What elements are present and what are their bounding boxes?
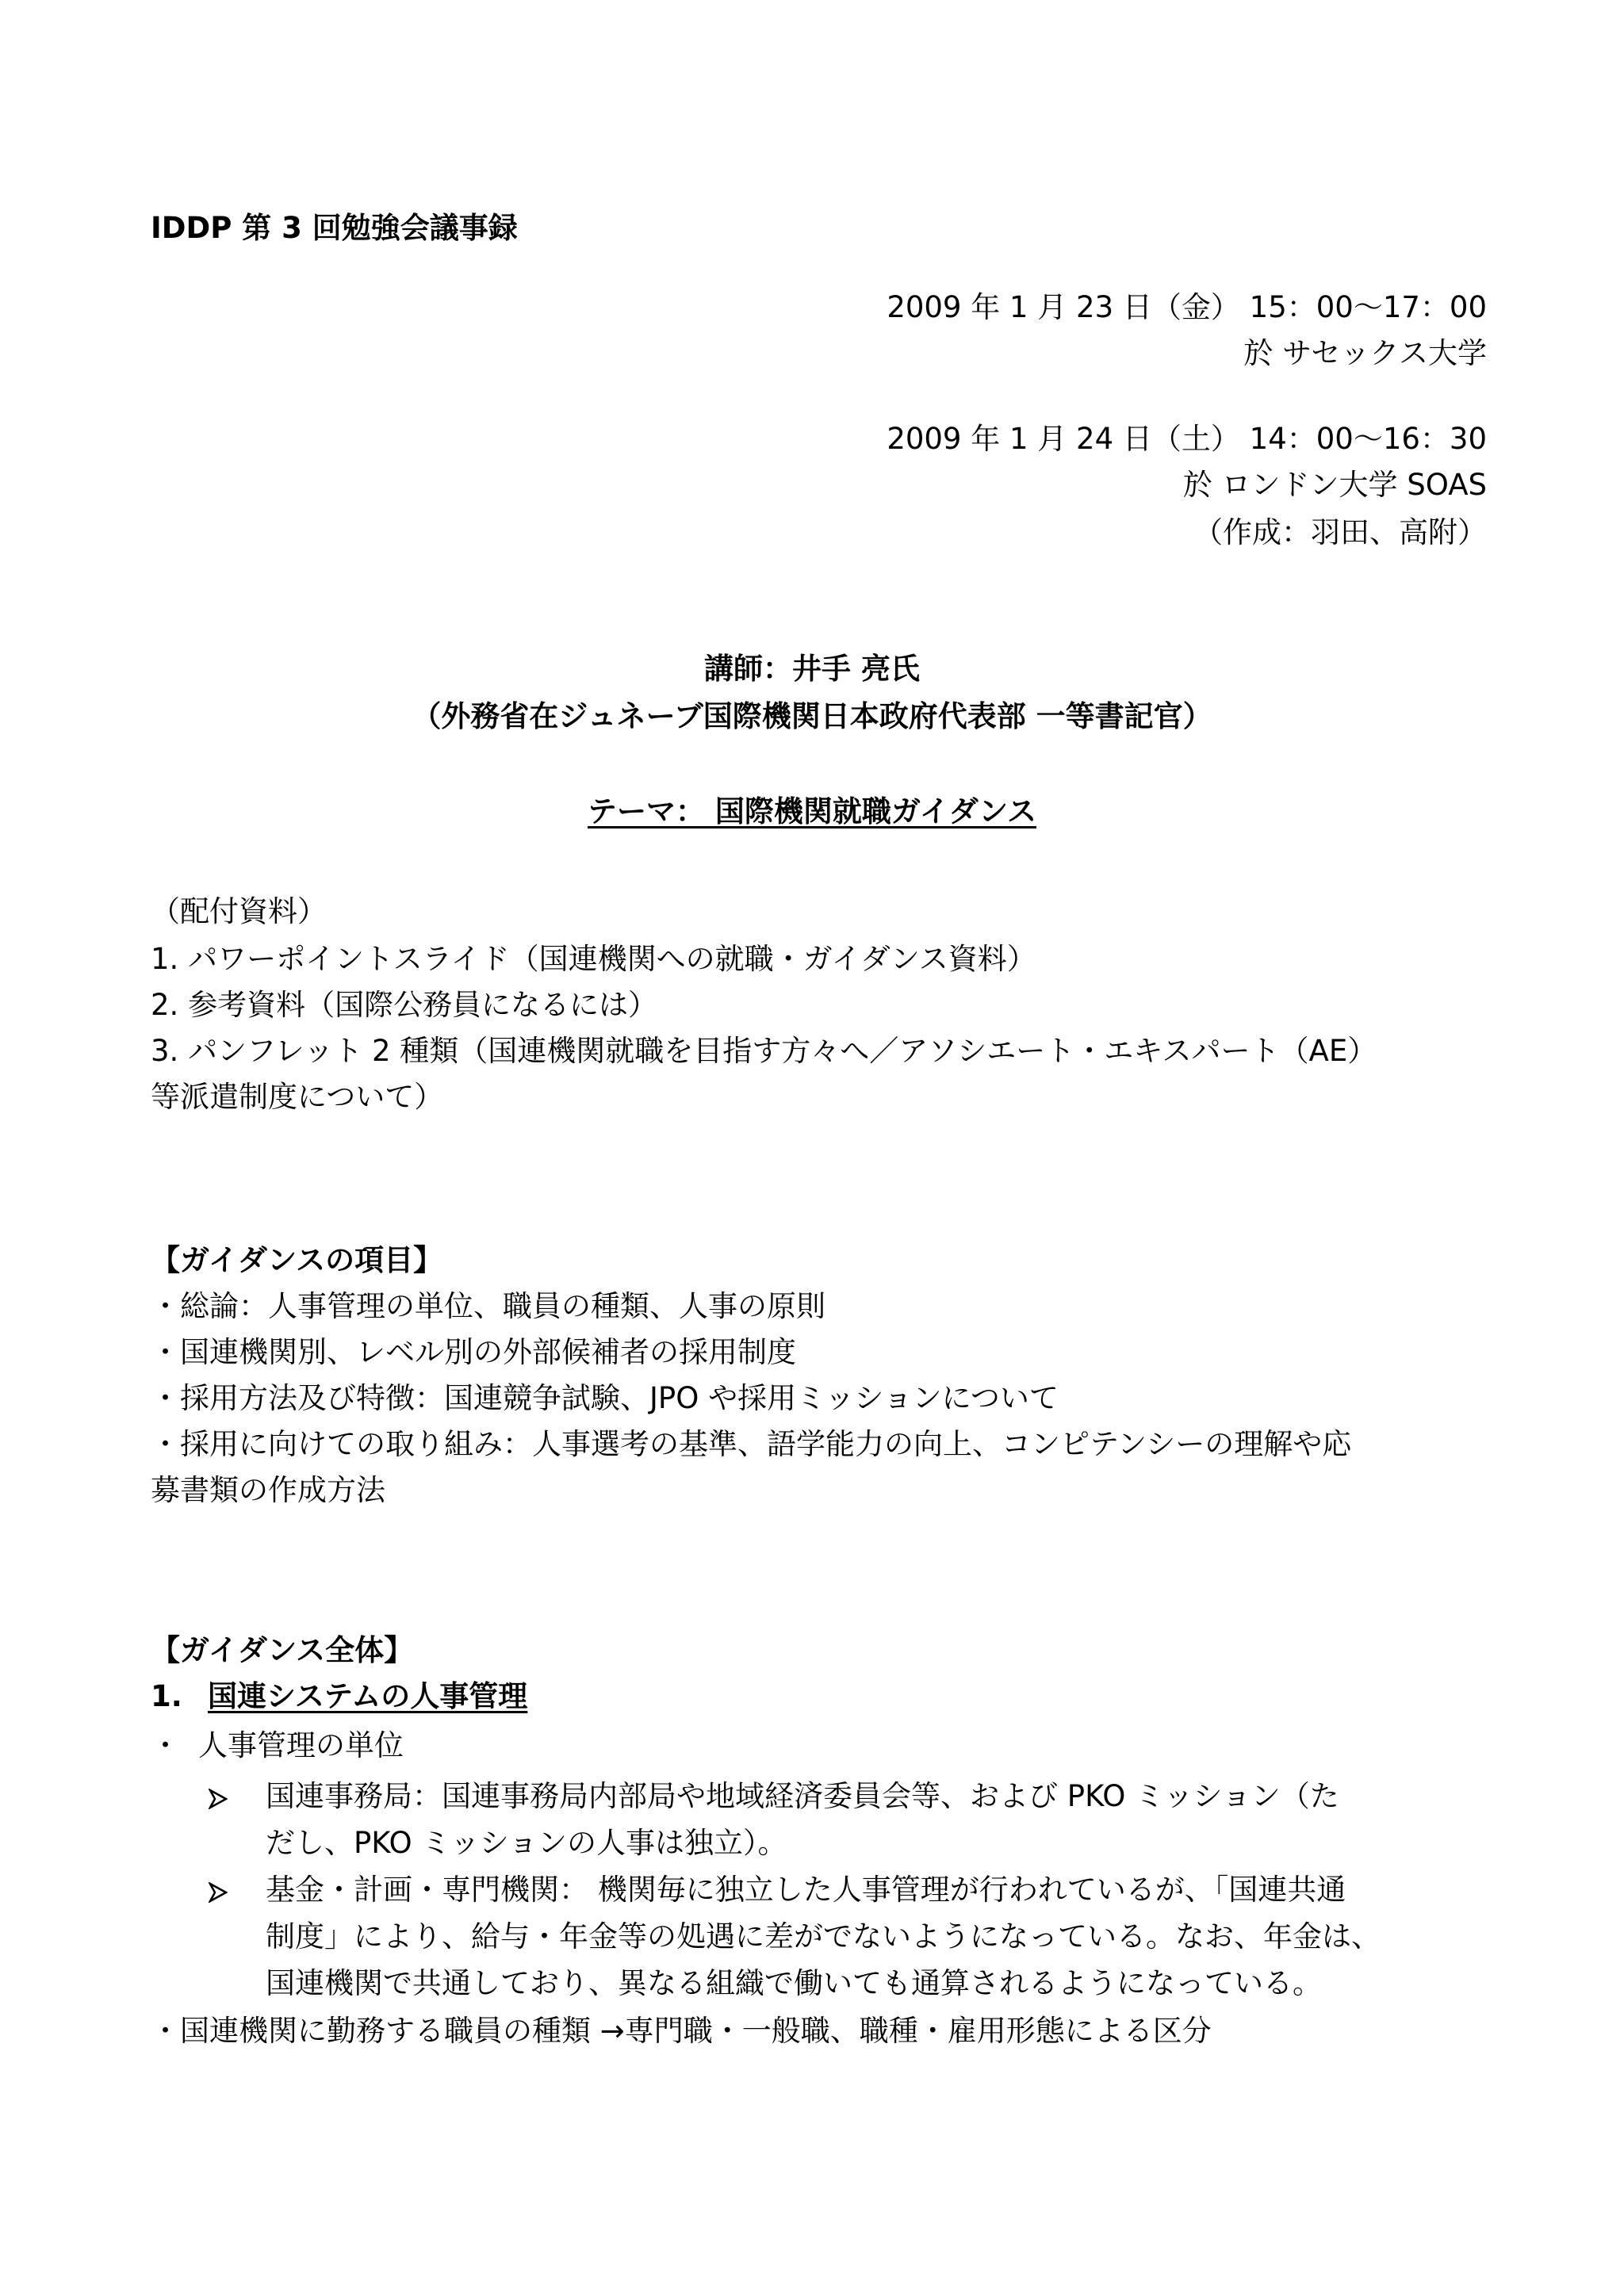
materials-item: 2. 参考資料（国際公務員になるには）: [151, 988, 658, 1022]
session2-place: 於 ロンドン大学 SOAS: [1182, 468, 1487, 502]
materials-item: 3. パンフレット 2 種類（国連機関就職を目指す方々へ／アソシエート・エキスパート（AE）: [151, 1034, 1377, 1068]
arrowhead-bullet-icon: [209, 1882, 228, 1903]
authors: （作成：羽田、高附）: [1193, 515, 1487, 549]
sub-item-line: だし、PKO ミッションの人事は独立）。: [266, 1826, 787, 1860]
session1-place: 於 サセックス大学: [1243, 336, 1487, 370]
sub-item-line: 国連機関で共通しており、異なる組織で働いても通算されるようになっている。: [266, 1966, 1322, 2000]
guidance-item: ・採用方法及び特徴：国連競争試験、JPO や採用ミッションについて: [151, 1381, 1059, 1415]
session2-date: 2009 年 1 月 24 日（土） 14：00〜16：30: [887, 422, 1487, 456]
materials-item-continuation: 等派遣制度について）: [151, 1080, 444, 1114]
guidance-item: ・採用に向けての取り組み：人事選考の基準、語学能力の向上、コンピテンシーの理解や応: [151, 1427, 1352, 1461]
guidance-items-heading: 【ガイダンスの項目】: [151, 1243, 443, 1277]
guidance-item: ・総論：人事管理の単位、職員の種類、人事の原則: [151, 1289, 825, 1323]
lecturer-name: 講師：井手 亮氏: [704, 652, 920, 686]
staff-types-line: ・国連機関に勤務する職員の種類 →専門職・一般職、職種・雇用形態による区分: [151, 2014, 1212, 2048]
session1-date: 2009 年 1 月 23 日（金） 15：00〜17：00: [887, 290, 1487, 324]
bullet: ・: [151, 1728, 180, 1762]
sub-item-line: 国連事務局：国連事務局内部局や地域経済委員会等、および PKO ミッション（た: [266, 1779, 1339, 1813]
section-number: 1.: [151, 1679, 182, 1713]
section-title: 国連システムの人事管理: [208, 1679, 528, 1713]
materials-item: 1. パワーポイントスライド（国連機関への就職・ガイダンス資料）: [151, 942, 1036, 976]
sub-item-line: 制度」により、給与・年金等の処遇に差がでないようになっている。なお、年金は、: [266, 1919, 1381, 1954]
document-title: IDDP 第 3 回勉強会議事録: [151, 211, 518, 245]
theme: テーマ： 国際機関就職ガイダンス: [587, 794, 1037, 828]
guidance-overall-heading: 【ガイダンス全体】: [151, 1633, 414, 1667]
guidance-item-continuation: 募書類の作成方法: [151, 1473, 385, 1507]
lecturer-affiliation: （外務省在ジュネーブ国際機関日本政府代表部 一等書記官）: [412, 699, 1212, 733]
arrowhead-bullet-icon: [209, 1789, 228, 1809]
sub-item-line: 基金・計画・専門機関： 機関毎に独立した人事管理が行われているが、「国連共通: [266, 1873, 1346, 1907]
materials-heading: （配付資料）: [151, 894, 327, 928]
guidance-item: ・国連機関別、レベル別の外部候補者の採用制度: [151, 1335, 796, 1369]
sub-heading: 人事管理の単位: [198, 1728, 404, 1762]
